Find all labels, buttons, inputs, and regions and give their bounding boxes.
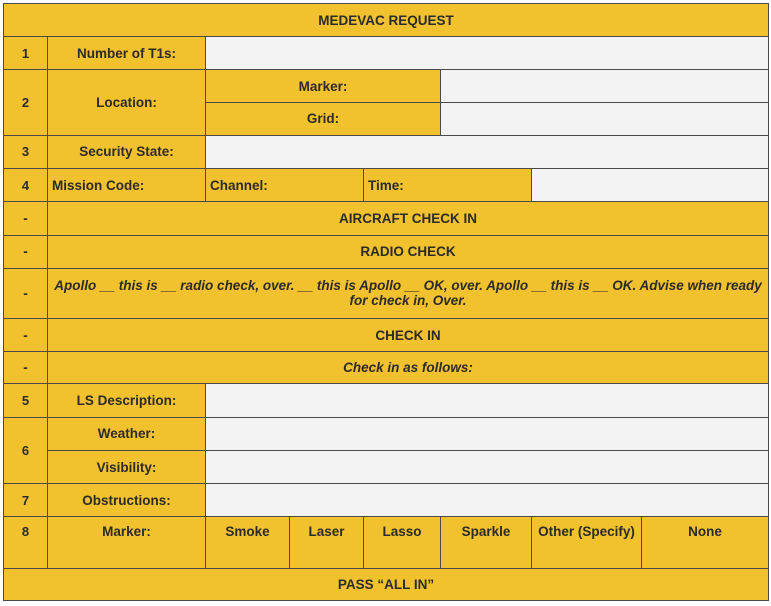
radio-check-script: Apollo __ this is __ radio check, over. __ this is Apollo __ OK, over. Apollo __ this is __ OK. Advise when ready for check in, Over.: [48, 268, 769, 318]
field-label: Location:: [48, 70, 206, 135]
row-number: 3: [4, 135, 48, 168]
channel-label: Channel:: [206, 169, 364, 202]
marker-option-lasso[interactable]: Lasso: [364, 517, 441, 568]
row-dash: -: [4, 319, 48, 352]
marker-label: Marker:: [206, 70, 441, 102]
row-dash: -: [4, 202, 48, 235]
medevac-request-form: [3, 3, 769, 601]
row-number: 5: [4, 384, 48, 417]
obstructions-field[interactable]: [206, 484, 769, 517]
aircraft-check-in-header: AIRCRAFT CHECK IN: [48, 202, 769, 235]
field-label: Obstructions:: [48, 484, 206, 517]
row-number: 1: [4, 37, 48, 70]
weather-label: Weather:: [48, 417, 206, 450]
marker-option-smoke[interactable]: Smoke: [206, 517, 290, 568]
field-label: LS Description:: [48, 384, 206, 417]
number-of-t1s-field[interactable]: [206, 37, 769, 70]
field-label: Security State:: [48, 135, 206, 168]
row-dash: -: [4, 235, 48, 268]
row-number: 4: [4, 169, 48, 202]
visibility-label: Visibility:: [48, 450, 206, 483]
marker-option-laser[interactable]: Laser: [290, 517, 364, 568]
form-title: MEDEVAC REQUEST: [4, 4, 769, 37]
weather-field[interactable]: [206, 417, 769, 450]
pass-all-in-footer: PASS “ALL IN”: [4, 568, 769, 600]
marker-option-other[interactable]: Other (Specify): [532, 517, 642, 568]
row-number: 2: [4, 70, 48, 135]
row-number: 7: [4, 484, 48, 517]
row-dash: -: [4, 352, 48, 384]
row-number: 6: [4, 417, 48, 483]
field-label: Number of T1s:: [48, 37, 206, 70]
time-label: Time:: [364, 169, 532, 202]
time-field[interactable]: [532, 169, 769, 202]
field-label: Marker:: [48, 517, 206, 568]
visibility-field[interactable]: [206, 450, 769, 483]
check-in-header: CHECK IN: [48, 319, 769, 352]
ls-description-field[interactable]: [206, 384, 769, 417]
row-dash: -: [4, 268, 48, 318]
security-state-field[interactable]: [206, 135, 769, 168]
check-in-instructions: Check in as follows:: [48, 352, 769, 384]
grid-label: Grid:: [206, 102, 441, 135]
mission-code-label: Mission Code:: [48, 169, 206, 202]
row-number: 8: [4, 517, 48, 568]
marker-option-none[interactable]: None: [642, 517, 769, 568]
marker-option-sparkle[interactable]: Sparkle: [441, 517, 532, 568]
location-marker-field[interactable]: [441, 70, 769, 102]
radio-check-header: RADIO CHECK: [48, 235, 769, 268]
location-grid-field[interactable]: [441, 102, 769, 135]
